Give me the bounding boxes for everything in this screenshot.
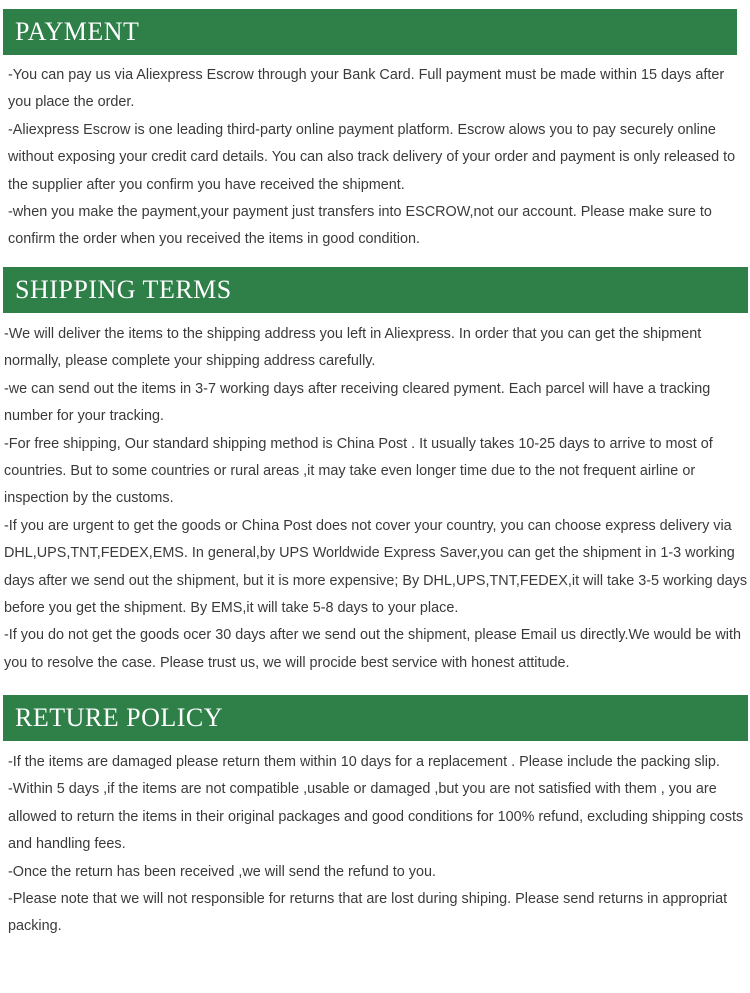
return-paragraph: -Please note that we will not responsible for returns that are lost during shiping. Please send returns in appropriat packing. bbox=[8, 891, 728, 935]
payment-paragraph: -You can pay us via Aliexpress Escrow through your Bank Card. Full payment must be made within 15 days after you place the order. bbox=[8, 67, 725, 111]
return-policy-body bbox=[8, 749, 749, 941]
shipping-paragraph: -If you do not get the goods ocer 30 days after we send out the shipment, please Email us directly.We would be with you to resolve the case. Please trust us, we will procide best service with honest attitude. bbox=[4, 627, 741, 671]
shipping-paragraph: -If you are urgent to get the goods or China Post does not cover your country, you can choose express delivery via DHL,UPS,TNT,FEDEX,EMS. In general,by UPS Worldwide Express Saver,you can get the shipment in 1-3 working days after we send out the shipment, but it is more expensive; By DHL,UPS,TNT,FEDEX,it will take 3-5 working days before you get the shipment. By EMS,it will take 5-8 days to your place. bbox=[4, 517, 748, 617]
return-paragraph: -Once the return has been received ,we will send the refund to you. bbox=[8, 863, 436, 880]
return-policy-title: RETURE POLICY bbox=[15, 703, 223, 732]
return-paragraph: -Within 5 days ,if the items are not compatible ,usable or damaged ,but you are not satisfied with them , you are allowed to return the items in their original packages and good conditions for 100% refund, excluding shipping costs and handling fees. bbox=[8, 781, 744, 853]
payment-paragraph: -Aliexpress Escrow is one leading third-party online payment platform. Escrow alows you to pay securely online without exposing your credit card details. You can also track delivery of your order and payment is only released to the supplier after you confirm you have received the shipment. bbox=[8, 121, 736, 193]
shipping-terms-header bbox=[3, 267, 748, 313]
shipping-paragraph: -For free shipping, Our standard shipping method is China Post . It usually takes 10-25 days to arrive to most of countries. But to some countries or rural areas ,it may take even longer time due to the not frequent airline or inspection by the customs. bbox=[4, 435, 713, 507]
shipping-paragraph: -we can send out the items in 3-7 working days after receiving cleared pyment. Each parcel will have a tracking number for your tracking. bbox=[4, 380, 711, 425]
shipping-paragraph: -We will deliver the items to the shipping address you left in Aliexpress. In order that you can get the shipment normally, please complete your shipping address carefully. bbox=[4, 326, 702, 370]
shipping-terms-title: SHIPPING TERMS bbox=[15, 275, 232, 304]
shipping-terms-body bbox=[4, 321, 748, 677]
payment-paragraph: -when you make the payment,your payment just transfers into ESCROW,not our account. Please make sure to confirm the order when you received the items in good condition. bbox=[8, 204, 712, 248]
payment-header bbox=[3, 9, 737, 55]
payment-body bbox=[8, 62, 745, 254]
return-paragraph: -If the items are damaged please return them within 10 days for a replacement . Please include the packing slip. bbox=[8, 754, 720, 770]
payment-title: PAYMENT bbox=[15, 17, 140, 46]
return-policy-header bbox=[3, 695, 748, 741]
